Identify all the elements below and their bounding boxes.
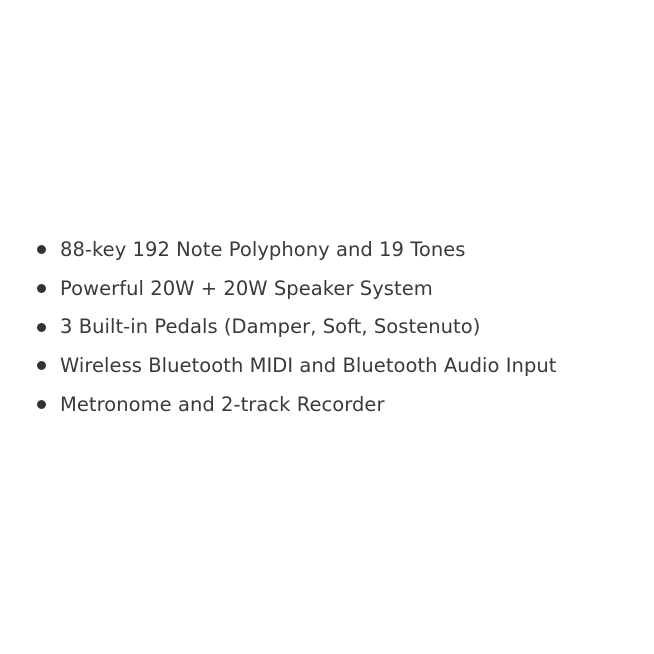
bullet-icon: [37, 245, 46, 254]
bullet-icon: [37, 284, 46, 293]
feature-item: [36, 307, 557, 346]
feature-list: [36, 230, 557, 423]
bullet-icon: [37, 400, 46, 409]
bullet-icon: [37, 361, 46, 370]
feature-text: Metronome and 2-track Recorder: [60, 392, 385, 416]
feature-text: Wireless Bluetooth MIDI and Bluetooth Audio Input: [60, 353, 557, 377]
feature-text: 88-key 192 Note Polyphony and 19 Tones: [60, 237, 466, 261]
feature-item: [36, 230, 557, 269]
bullet-icon: [37, 323, 46, 332]
feature-item: [36, 269, 557, 308]
feature-text: 3 Built-in Pedals (Damper, Soft, Sostenuto): [60, 315, 481, 339]
feature-item: [36, 385, 557, 424]
feature-text: Powerful 20W + 20W Speaker System: [60, 276, 433, 300]
feature-item: [36, 346, 557, 385]
